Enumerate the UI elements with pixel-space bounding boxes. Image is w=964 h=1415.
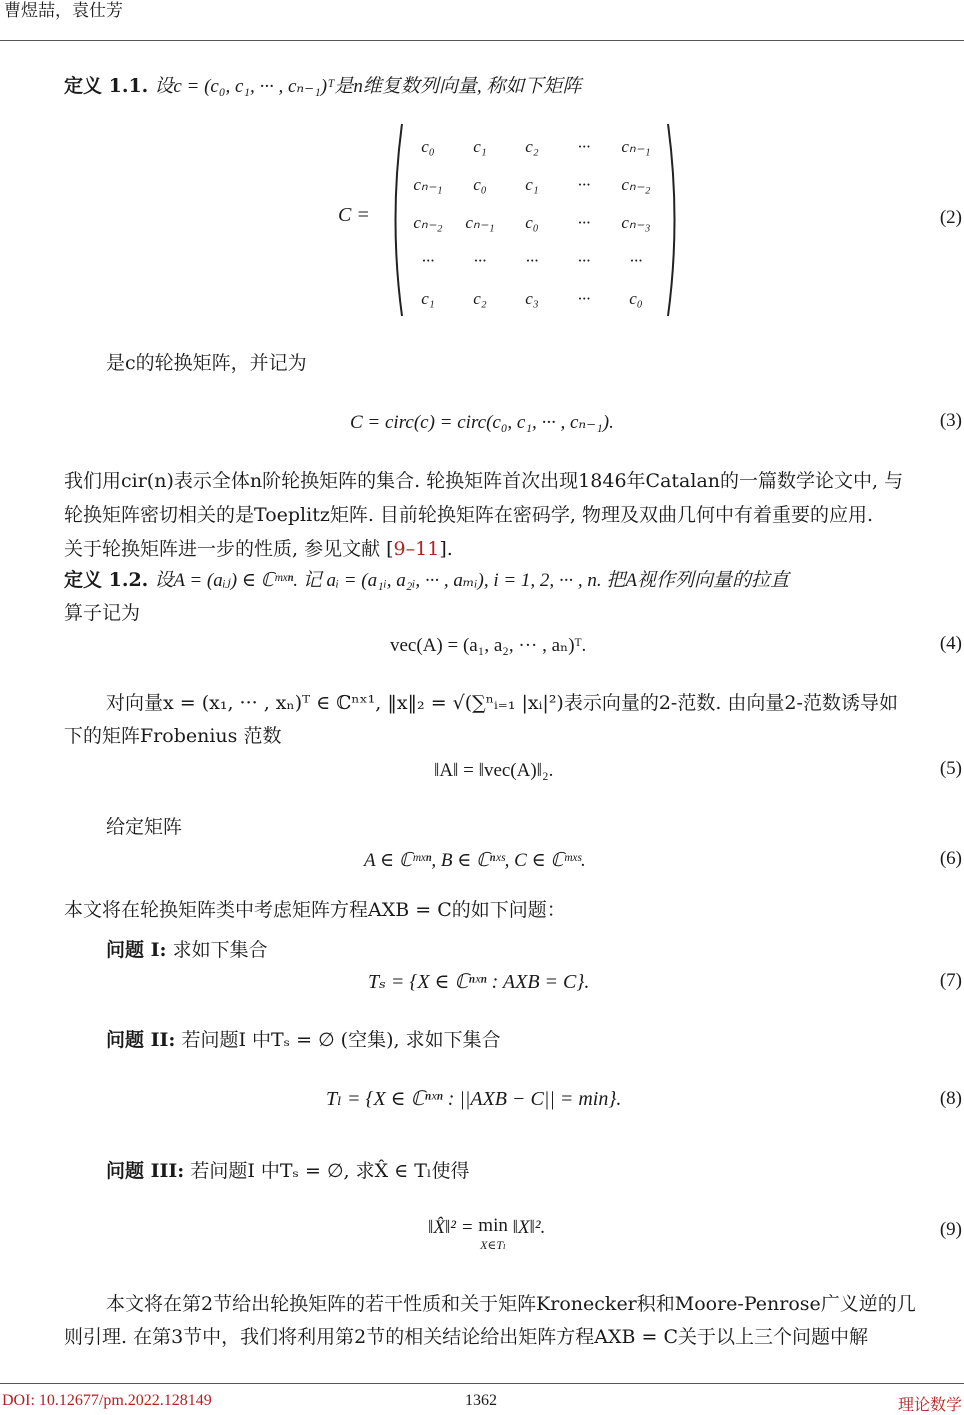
question-label: 问题 III: [106, 1160, 185, 1182]
matrix-cell: c₁ [473, 137, 487, 156]
paragraph-line [64, 536, 453, 563]
matrix-lhs: C = [338, 204, 370, 226]
question-3 [106, 1158, 470, 1185]
paragraph: 是c的轮换矩阵，并记为 [106, 352, 307, 374]
matrix-cell: ··· [473, 251, 487, 270]
matrix-cell: cₙ₋₁ [621, 137, 651, 156]
paragraph-line: 则引理. 在第3节中，我们将利用第2节的相关结论给出矩阵方程AXB = C关于以上三个问题中解 [64, 1326, 869, 1348]
matrix-cell: cₙ₋₁ [465, 213, 495, 232]
matrix-cell: c₂ [473, 289, 487, 308]
equation-6: A ∈ ℂᵐˣⁿ, B ∈ ℂⁿˣˢ, C ∈ ℂᵐˣˢ. [364, 850, 586, 871]
paragraph: 本文将在轮换矩阵类中考虑矩阵方程AXB = C的如下问题： [64, 899, 566, 921]
question-label: 问题 I: [106, 939, 167, 961]
matrix-cell: ··· [421, 251, 435, 270]
min-subscript: X∈Tₗ [480, 1238, 506, 1252]
matrix-cell: c₀ [525, 213, 539, 232]
matrix-cell: ··· [629, 251, 643, 270]
equation-number: (2) [939, 207, 962, 228]
matrix-cell: ··· [525, 251, 539, 270]
equation-number: (3) [939, 410, 962, 431]
definition-text: 设c = (c₀, c₁, ··· , cₙ₋₁)ᵀ是n维复数列向量, 称如下矩阵 [154, 76, 582, 97]
equation-number: (8) [939, 1088, 962, 1109]
paragraph-line: 轮换矩阵密切相关的是Toeplitz矩阵. 目前轮换矩阵在密码学, 物理及双曲几何中有着重要的应用. [64, 504, 874, 526]
paragraph-text: ]. [439, 538, 453, 560]
matrix-row [402, 166, 662, 204]
question-text: 若问题I 中Tₛ = ∅, 求X̂ ∈ Tₗ使得 [190, 1160, 470, 1182]
equation-number: (9) [939, 1219, 962, 1240]
circulant-matrix [402, 128, 662, 318]
header-authors: 曹煜喆，袁仕芳 [4, 1, 123, 21]
definition-text: 设A = (aᵢⱼ) ∈ ℂᵐˣⁿ. 记 aᵢ = (a₁ᵢ, a₂ᵢ, ··· , aₘᵢ), i = 1, 2, ··· , n. 把A视作列向量的拉直 [154, 570, 790, 591]
matrix-cell: ··· [577, 137, 591, 156]
definition-1-2 [64, 567, 789, 594]
matrix-right-paren [664, 122, 684, 318]
equation-number: (4) [939, 633, 962, 654]
paragraph: 给定矩阵 [106, 816, 183, 838]
matrix-cell: cₙ₋₃ [621, 213, 651, 232]
citation-link[interactable]: 9–11 [393, 538, 440, 560]
paragraph-line: 我们用cir(n)表示全体n阶轮换矩阵的集合. 轮换矩阵首次出现1846年Catalan的一篇数学论文中, 与 [64, 470, 904, 492]
min-operator [478, 1217, 508, 1254]
footer-doi[interactable]: DOI: 10.12677/pm.2022.128149 [2, 1392, 212, 1409]
matrix-cell: ··· [577, 175, 591, 194]
equation-number: (6) [939, 848, 962, 869]
question-2 [106, 1027, 501, 1054]
matrix-cell: ··· [577, 251, 591, 270]
equation-4: vec(A) = (a₁, a₂, ··· , aₙ)ᵀ. [390, 635, 587, 656]
equation-number: (7) [939, 970, 962, 991]
equation-9 [428, 1217, 545, 1254]
matrix-row [402, 128, 662, 166]
question-1 [106, 937, 268, 964]
footer-journal[interactable]: 理论数学 [897, 1395, 962, 1414]
paragraph-line: 本文将在第2节给出轮换矩阵的若干性质和关于矩阵Kronecker积和Moore-Penrose广义逆的几 [106, 1293, 916, 1315]
question-text: 若问题I 中Tₛ = ∅ (空集), 求如下集合 [181, 1029, 501, 1051]
matrix-cell: cₙ₋₂ [621, 175, 651, 194]
min-label: min [478, 1215, 508, 1236]
footer-rule [0, 1383, 964, 1384]
header-rule [0, 40, 964, 41]
matrix-cell: ··· [577, 213, 591, 232]
definition-label: 定义 1.1. [64, 75, 149, 97]
matrix-row [402, 204, 662, 242]
question-text: 求如下集合 [172, 939, 268, 961]
paragraph-text: 关于轮换矩阵进一步的性质, 参见文献 [ [64, 538, 394, 560]
matrix-cell: c₀ [629, 289, 643, 308]
equation-lhs: ‖X̂‖² = [428, 1217, 474, 1238]
matrix-cell: c₁ [421, 289, 435, 308]
equation-5: ‖A‖ = ‖vec(A)‖₂. [434, 760, 554, 781]
equation-7: Tₛ = {X ∈ ℂⁿˣⁿ : AXB = C}. [368, 971, 590, 993]
matrix-row [402, 242, 662, 280]
matrix-cell: c₂ [525, 137, 539, 156]
equation-rhs: ‖X‖². [512, 1217, 546, 1238]
matrix-row [402, 280, 662, 318]
equation-number: (5) [939, 758, 962, 779]
equation-3: C = circ(c) = circ(c₀, c₁, ··· , cₙ₋₁). [350, 412, 614, 433]
definition-text-continued: 算子记为 [64, 602, 141, 624]
footer-page-number: 1362 [465, 1392, 497, 1409]
matrix-cell: c₃ [525, 289, 539, 308]
definition-1-1 [64, 73, 581, 100]
matrix-cell: c₀ [473, 175, 487, 194]
equation-8: Tₗ = {X ∈ ℂⁿˣⁿ : ||AXB − C|| = min}. [326, 1088, 622, 1110]
matrix-cell: cₙ₋₂ [413, 213, 443, 232]
paragraph-line: 对向量x = (x₁, ··· , xₙ)ᵀ ∈ ℂⁿˣ¹, ‖x‖₂ = √(∑ⁿᵢ₌₁ |xᵢ|²)表示向量的2-范数. 由向量2-范数诱导如 [106, 692, 898, 714]
paragraph-line: 下的矩阵Frobenius 范数 [64, 725, 282, 747]
definition-label: 定义 1.2. [64, 569, 149, 591]
question-label: 问题 II: [106, 1029, 176, 1051]
matrix-cell: cₙ₋₁ [413, 175, 443, 194]
matrix-cell: c₁ [525, 175, 539, 194]
matrix-cell: ··· [577, 289, 591, 308]
matrix-cell: c₀ [421, 137, 435, 156]
